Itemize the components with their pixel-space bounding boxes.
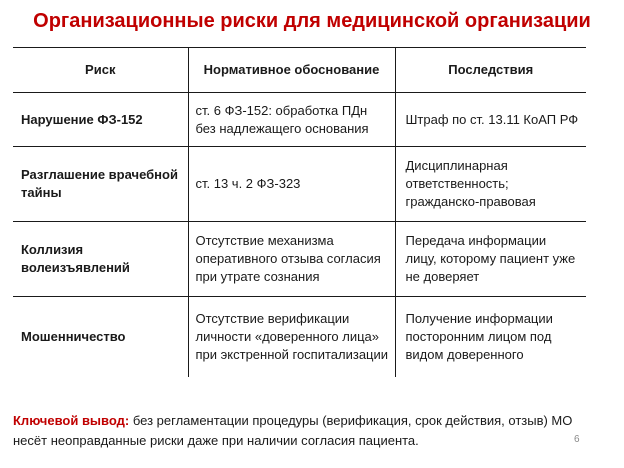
slide-title: Организационные риски для медицинской организации [33,10,591,32]
table-row [13,297,586,378]
basis-cell: ст. 13 ч. 2 ФЗ-323 [188,147,395,222]
consequence-cell: Дисциплинарная ответственность; гражданско-правовая [395,147,586,222]
risk-table [13,47,586,377]
basis-cell: Отсутствие верификации личности «доверенного лица» при экстренной госпитализации [188,297,395,378]
page-number: 6 [574,434,580,445]
key-conclusion [13,411,583,451]
key-conclusion-text: без регламентации процедуры (верификация, срок действия, отзыв) МО несёт неоправданные риски даже при наличии согласия пациента. [13,413,573,448]
table-header-row [13,48,586,93]
table-row [13,222,586,297]
header-consequence: Последствия [395,48,586,93]
table-row [13,147,586,222]
table-row [13,93,586,147]
consequence-cell: Получение информации посторонним лицом под видом доверенного [395,297,586,378]
header-basis: Нормативное обоснование [188,48,395,93]
header-risk: Риск [13,48,188,93]
consequence-cell: Передача информации лицу, которому пациент уже не доверяет [395,222,586,297]
risk-cell: Коллизия волеизъявлений [13,222,188,297]
consequence-cell: Штраф по ст. 13.11 КоАП РФ [395,93,586,147]
risk-cell: Нарушение ФЗ-152 [13,93,188,147]
risk-cell: Мошенничество [21,329,126,344]
risk-cell: Разглашение врачебной тайны [13,147,188,222]
basis-cell: Отсутствие механизма оперативного отзыва согласия при утрате сознания [188,222,395,297]
basis-cell: ст. 6 ФЗ-152: обработка ПДн без надлежащего основания [188,93,395,147]
key-conclusion-label: Ключевой вывод: [13,413,130,428]
